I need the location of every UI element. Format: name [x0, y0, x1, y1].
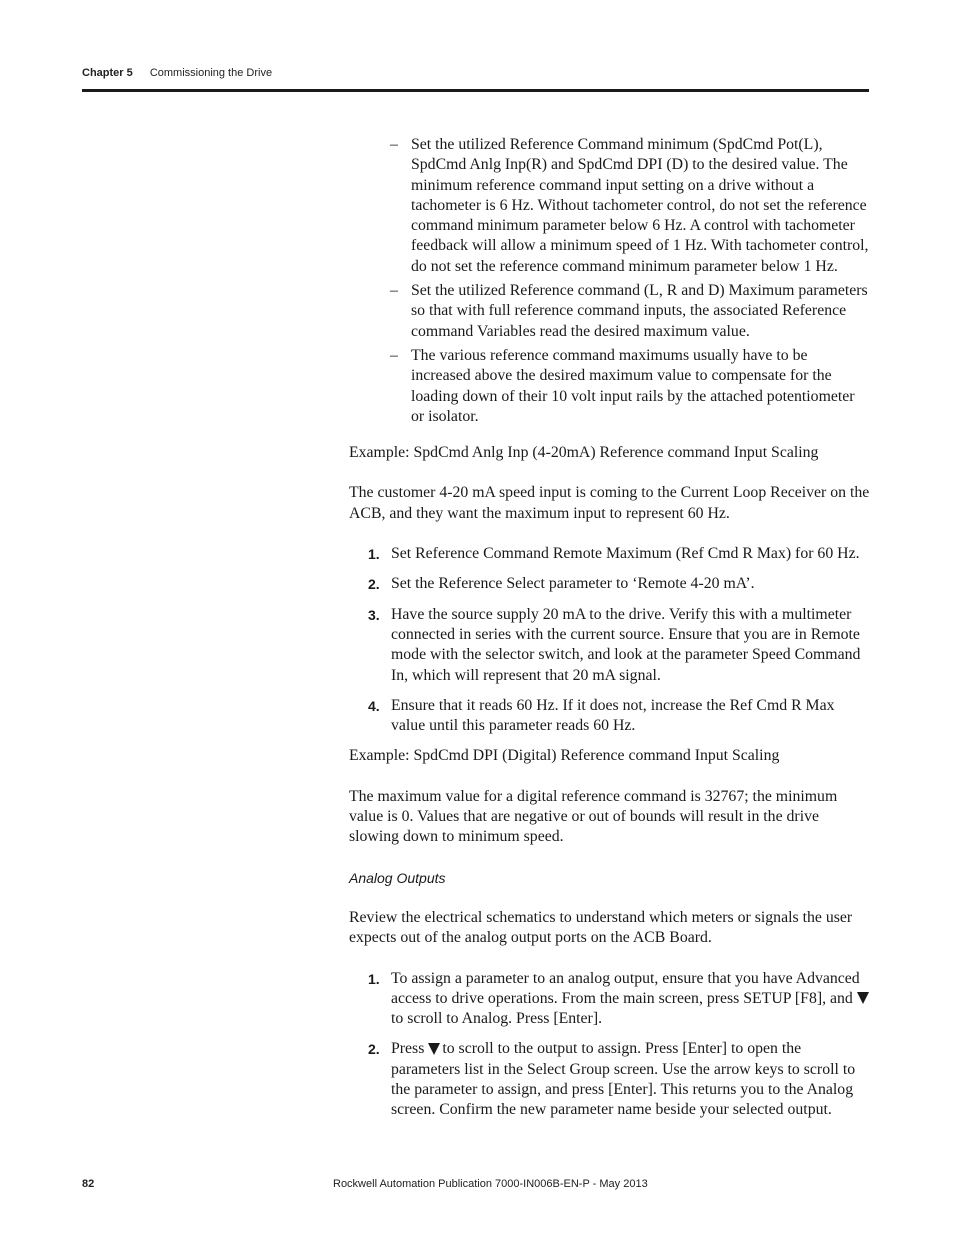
publication-info: Rockwell Automation Publication 7000-IN006B-EN-P - May 2013 — [333, 1178, 648, 1190]
down-triangle-icon — [428, 1043, 440, 1055]
list-item — [349, 969, 871, 1030]
list-item — [349, 696, 871, 737]
step-text: to scroll to the output to assign. Press [Enter] to open the parameters list in the Select Group screen. Use the arrow keys to scroll to the parameter to assign, and press [Enter]. This returns you to the Analog screen. Confirm the new parameter name beside your selected output. — [391, 1040, 856, 1119]
step-number: 1. — [368, 546, 380, 563]
list-item — [349, 135, 871, 277]
example-title: Example: SpdCmd DPI (Digital) Reference command Input Scaling — [349, 747, 780, 765]
page-number: 82 — [82, 1178, 95, 1190]
list-item — [349, 605, 871, 686]
list-item-text: The various reference command maximums usually have to be increased above the desired maximum value to compensate for the loading down of their 10 volt input rails by the attached potentiometer or isolator. — [411, 346, 855, 425]
dash-marker: – — [390, 282, 398, 300]
body-content — [349, 135, 871, 1131]
list-item — [349, 346, 871, 427]
list-item-text: Set the utilized Reference command (L, R and D) Maximum parameters so that with full reference command inputs, the associated Reference command Variables read the desired maximum value. — [411, 282, 868, 340]
chapter-label: Chapter 5 — [82, 67, 133, 79]
step-number: 4. — [368, 697, 380, 714]
step-number: 3. — [368, 606, 380, 623]
step-number: 2. — [368, 1041, 380, 1058]
paragraph: Review the electrical schematics to understand which meters or signals the user expects out of the analog output ports on the ACB Board. — [349, 908, 853, 947]
list-item — [349, 574, 871, 594]
section-title: Commissioning the Drive — [149, 67, 273, 79]
list-item — [349, 544, 871, 564]
step-text: Ensure that it reads 60 Hz. If it does not, increase the Ref Cmd R Max value until this parameter reads 60 Hz. — [391, 696, 835, 735]
list-item — [349, 1039, 871, 1120]
list-item — [349, 281, 871, 342]
step-number: 2. — [368, 576, 380, 593]
down-triangle-icon — [857, 992, 869, 1004]
list-item-text: Set the utilized Reference Command minimum (SpdCmd Pot(L), SpdCmd Anlg Inp(R) and SpdCmd DPI (D) to the desired value. The minimum reference command input setting on a drive without a tachometer is 6 Hz. Without tachometer control, do not set the reference command minimum parameter below 6 Hz. A control with tachometer feedback will allow a minimum speed of 1 Hz. With tachometer control, do not set the reference command minimum parameter below 1 Hz. — [411, 136, 869, 275]
dash-marker: – — [390, 346, 398, 364]
step-text: Set the Reference Select parameter to ‘Remote 4-20 mA’. — [391, 575, 755, 593]
header-rule — [82, 89, 869, 92]
section-heading: Analog Outputs — [349, 869, 446, 886]
paragraph: The customer 4-20 mA speed input is coming to the Current Loop Receiver on the ACB, and they want the maximum input to represent 60 Hz. — [349, 484, 870, 522]
step-text: To assign a parameter to an analog output, ensure that you have Advanced access to drive operations. From the main screen, press SETUP [F8], and — [391, 969, 860, 1007]
step-text: Have the source supply 20 mA to the drive. Verify this with a multimeter connected in series with the current source. Ensure that you are in Remote mode with the selector switch, and look at the parameter Speed Command In, which will represent that 20 mA signal. — [391, 605, 861, 684]
step-text: to scroll to Analog. Press [Enter]. — [391, 1010, 603, 1028]
step-number: 1. — [368, 970, 380, 987]
numbered-list — [349, 969, 871, 1121]
running-header — [82, 67, 272, 79]
dash-marker: – — [390, 136, 398, 153]
step-text: Press — [391, 1040, 429, 1058]
paragraph: The maximum value for a digital reference command is 32767; the minimum value is 0. Values that are negative or out of bounds will result in the drive slowing down to minimum speed. — [349, 787, 838, 846]
numbered-list — [349, 544, 871, 736]
dash-list — [349, 135, 871, 427]
step-text: Set Reference Command Remote Maximum (Ref Cmd R Max) for 60 Hz. — [391, 545, 860, 563]
example-title: Example: SpdCmd Anlg Inp (4-20mA) Reference command Input Scaling — [349, 444, 819, 462]
